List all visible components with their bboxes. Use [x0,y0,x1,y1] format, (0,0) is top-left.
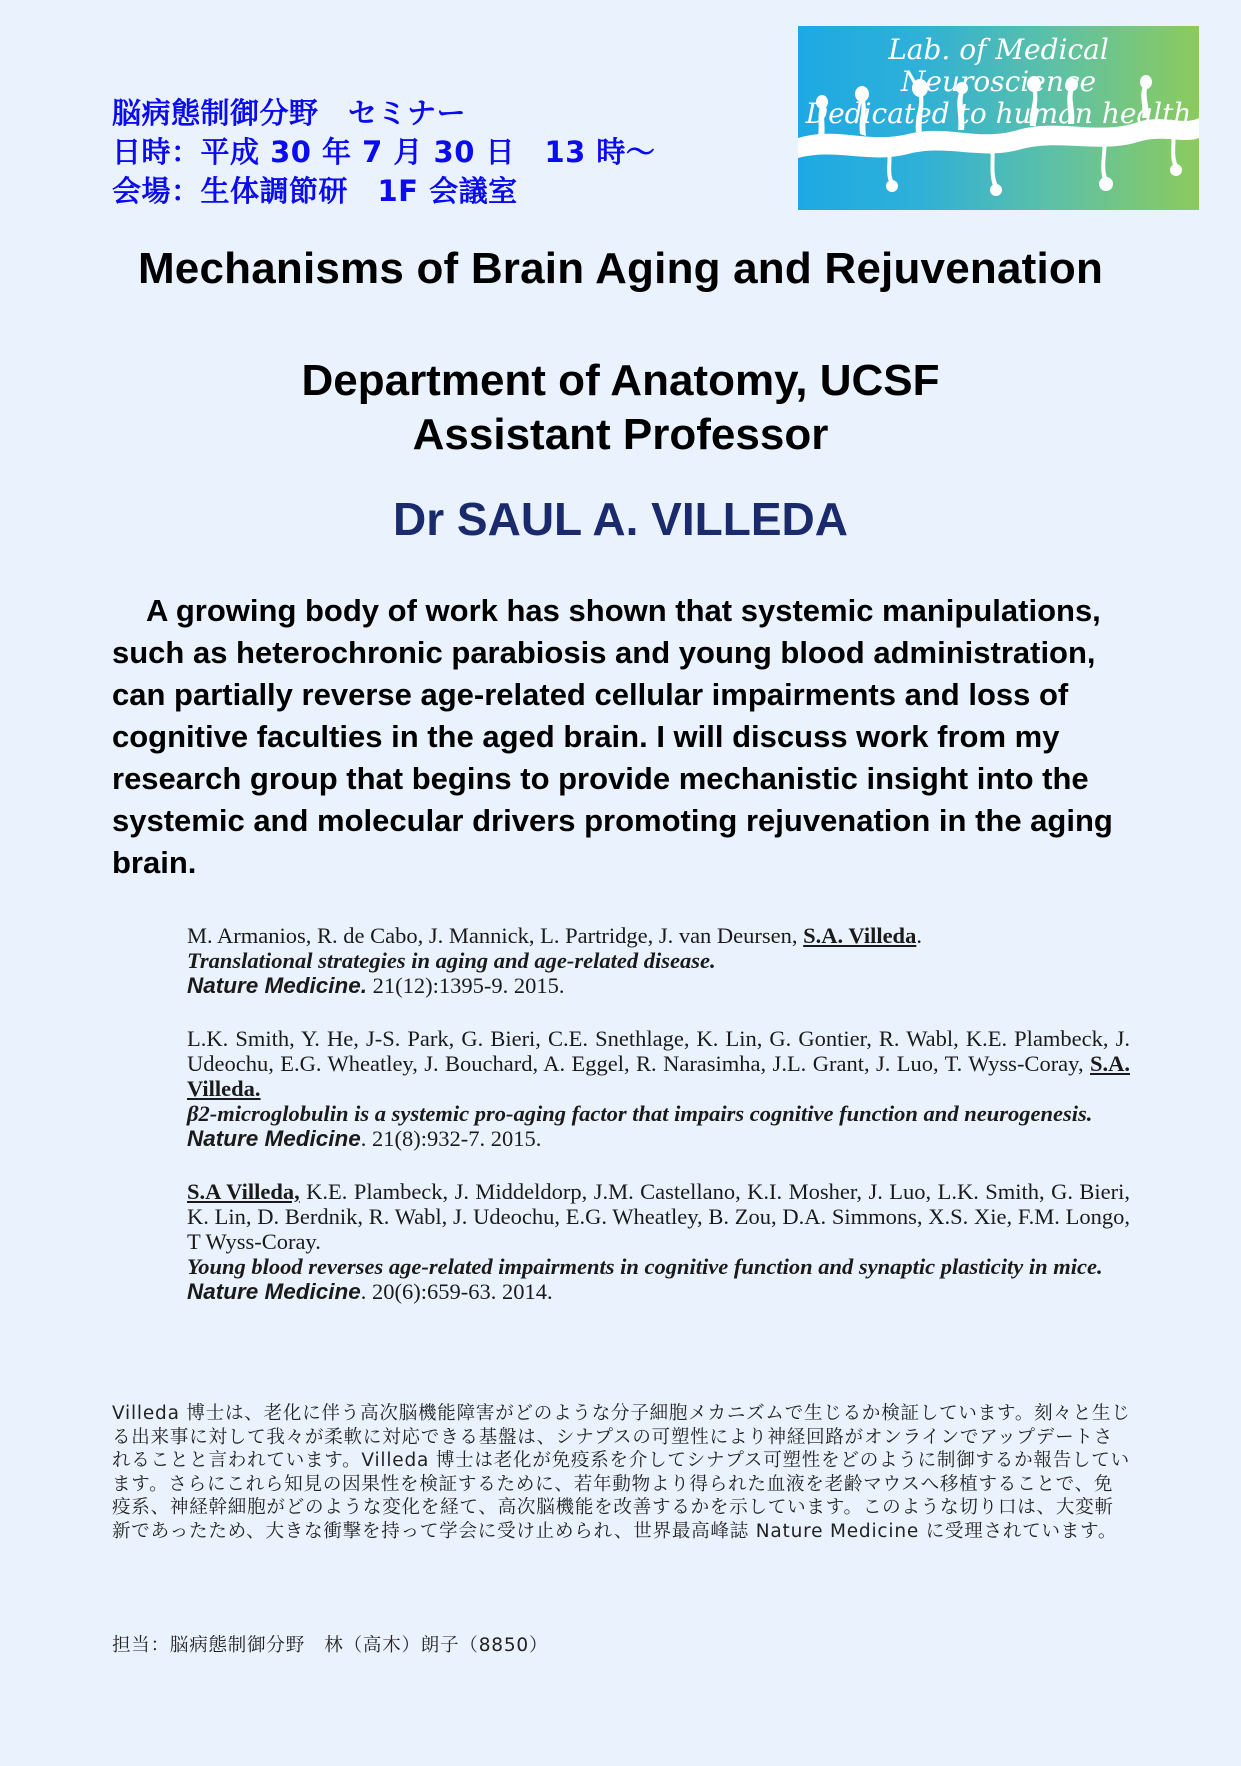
seminar-date: 日時：平成 30 年 7 月 30 日 13 時～ [112,135,656,169]
reference-authors: S.A Villeda, K.E. Plambeck, J. Middeldorp, J.M. Castellano, K.I. Mosher, J. Luo, L.K. Smith, G. Bieri, K. Lin, D. Berdnik, R. Wabl, J. Udeochu, E.G. Wheatley, B. Zou, D.A. Simmons, X.S. Xie, F.M. Longo, T Wyss-Coray. [187,1179,1130,1254]
reference-item [187,1179,1130,1304]
reference-citation: Nature Medicine. 21(12):1395-9. 2015. [187,973,565,998]
speaker-position: Assistant Professor [412,410,829,459]
reference-citation: Nature Medicine. 20(6):659-63. 2014. [187,1279,553,1304]
journal-name: Nature Medicine. [187,973,368,998]
abstract-text: A growing body of work has shown that systemic manipulations, such as heterochronic parabiosis and young blood administration, can partially reverse age-related cellular impairments and loss of cognitive faculties in the aged brain. I will discuss work from my research group that begins to provide mechanistic insight into the systemic and molecular drivers promoting rejuvenation in the aging brain. [112,593,1113,880]
journal-name: Nature Medicine [187,1126,361,1151]
reference-authors: L.K. Smith, Y. He, J-S. Park, G. Bieri, C.E. Snethlage, K. Lin, G. Gontier, R. Wabl, K.E. Plambeck, J. Udeochu, E.G. Wheatley, J. Bouchard, A. Eggel, R. Narasimha, J.L. Grant, J. Luo, T. Wyss-Coray, S.A. Villeda. [187,1026,1130,1101]
reference-title: Translational strategies in aging and age-related disease. [187,948,716,973]
reference-citation: Nature Medicine. 21(8):932-7. 2015. [187,1126,542,1151]
reference-authors: M. Armanios, R. de Cabo, J. Mannick, L. Partridge, J. van Deursen, S.A. Villeda. [187,923,922,948]
seminar-title: Mechanisms of Brain Aging and Rejuvenation [137,244,1104,293]
speaker-name-highlight: S.A. Villeda. [187,1051,1130,1101]
lab-name: Lab. of Medical Neuroscience [888,33,1109,98]
journal-name: Nature Medicine [187,1279,361,1304]
seminar-venue: 会場：生体調節研 1F 会議室 [112,174,518,208]
reference-item [187,923,1130,998]
seminar-info [112,94,655,211]
reference-title: β2-microglobulin is a systemic pro-aging factor that impairs cognitive function and neurogenesis. [187,1101,1093,1126]
contact-person: 担当：脳病態制御分野 林（高木）朗子（8850） [112,1635,549,1656]
lab-logo [798,26,1199,210]
speaker-department: Department of Anatomy, UCSF [301,356,940,405]
reference-item [187,1026,1130,1151]
reference-title: Young blood reverses age-related impairments in cognitive function and synaptic plasticity in mice. [187,1254,1103,1279]
japanese-summary: Villeda 博士は、老化に伴う高次脳機能障害がどのような分子細胞メカニズムで生じるか検証しています。刻々と生じる出来事に対して我々が柔軟に対応できる基盤は、シナプスの可塑性により神経回路がオンラインでアップデートされることと言われています。Villeda 博士は老化が免疫系を介してシナプス可塑性をどのように制御するか報告しています。さらにこれら知見の因果性を検証するために、若年動物より得られた血液を老齢マウスへ移植することで、免疫系、神経幹細胞がどのような変化を経て、高次脳機能を改善するかを示しています。このような切り口は、大変斬新であったため、大きな衝撃を持って学会に受け止められ、世界最高峰誌 Nature Medicine に受理されています。 [112,1403,1131,1542]
speaker-name-highlight: S.A Villeda, [187,1179,300,1204]
speaker-name: Dr SAUL A. VILLEDA [393,493,848,545]
seminar-heading: 脳病態制御分野 セミナー [112,96,467,130]
lab-logo-text [798,34,1199,130]
speaker-affiliation [0,354,1241,462]
speaker-name-highlight: S.A. Villeda [803,923,917,948]
lab-motto: Dedicated to human health [805,97,1192,130]
reference-list [187,923,1130,1332]
